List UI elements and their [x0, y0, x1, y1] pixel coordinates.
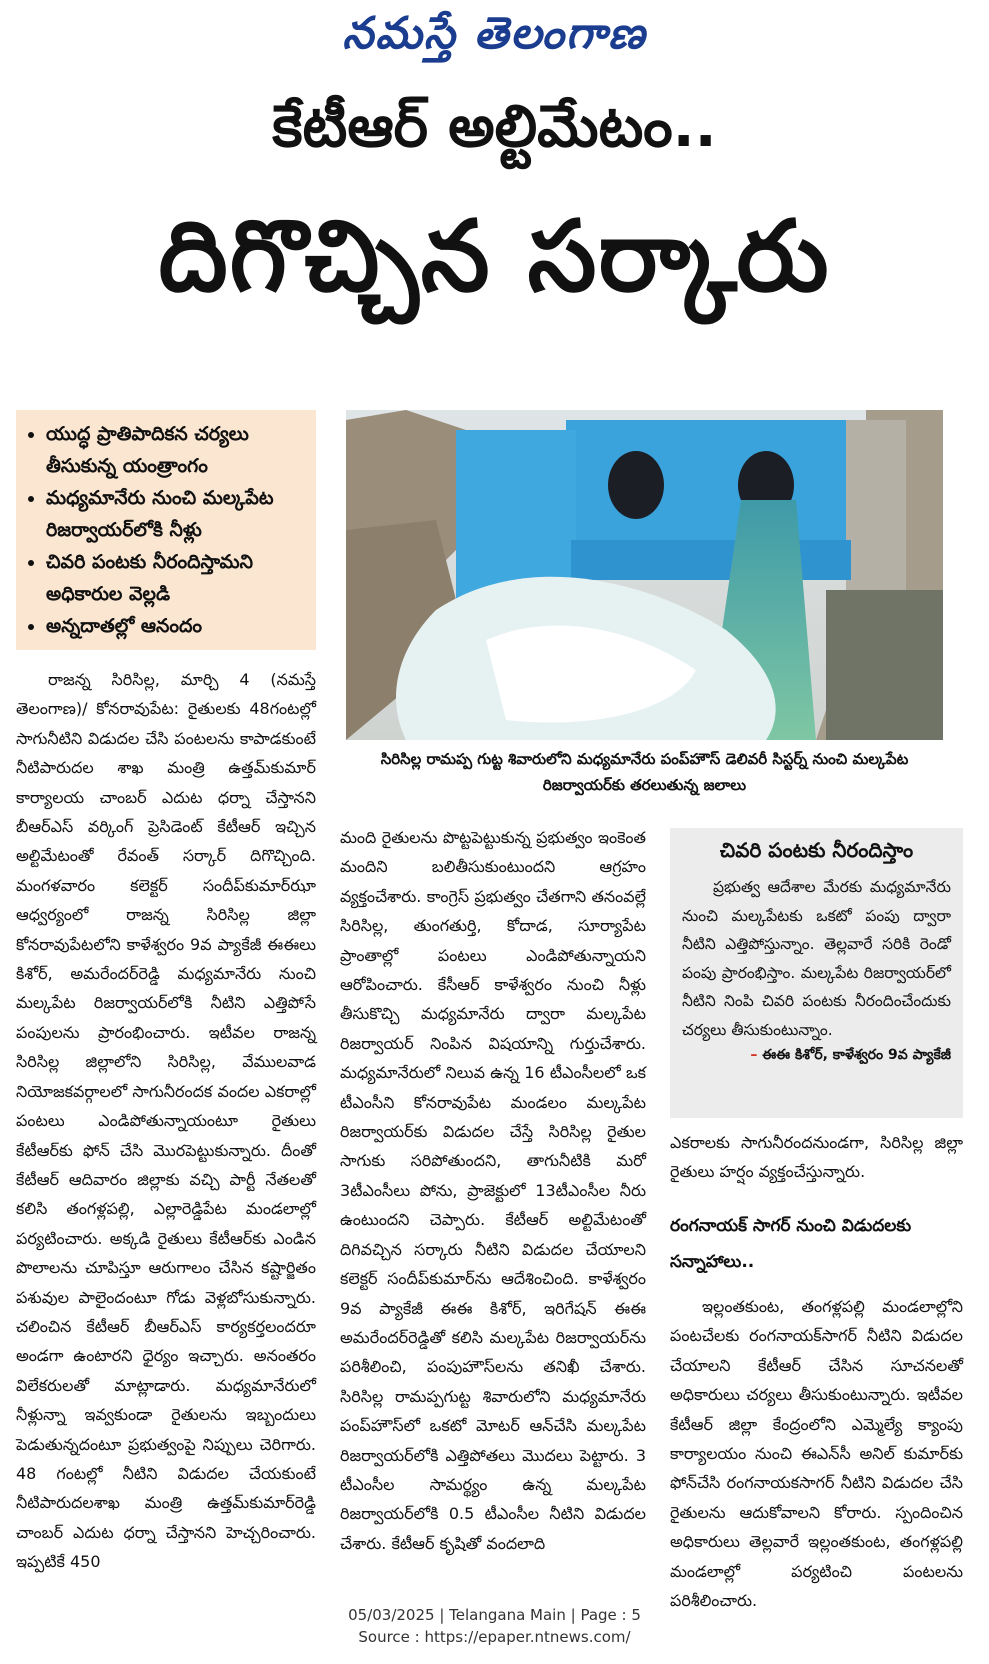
highlight-item: • చివరి పంటకు నీరందిస్తామని అధికారుల వెల్లడి: [46, 546, 304, 610]
highlights-list: [28, 418, 304, 642]
headline-main: దిగొచ్చిన సర్కారు: [158, 200, 831, 314]
article-subhead: రంగనాయక్ సాగర్ నుంచి విడుదలకు సన్నాహాలు..: [670, 1216, 912, 1272]
highlight-item: • మధ్యమానేరు నుంచి మల్కపేట రిజర్వాయర్‌లోకి నీళ్లు: [46, 482, 304, 546]
pumphouse-photo: [346, 410, 943, 740]
article-column-1: రాజన్న సిరిసిల్ల, మార్చి 4 (నమస్తే తెలంగాణ)/ కోనరావుపేట: రైతులకు 48గంటల్లో సాగునీటిని విడుదల చేసి పంటలను కాపాడకుంటే నీటిపారుదల శాఖ మంత్రి ఉత్తమ్‌కుమార్ కార్యాలయ చాంబర్ ఎదుట ధర్నా చేస్తానని బీఆర్‌ఎస్ వర్కింగ్ ప్రెసిడెంట్ కేటీఆర్ ఇచ్చిన అల్టిమేటంతో రేవంత్ సర్కార్ దిగొచ్చింది. మంగళవారం కలెక్టర్ సందీప్‌కుమార్‌ఝా ఆధ్వర్యంలో రాజన్న సిరిసిల్ల జిల్లా కోనరావుపేటలోని కాళేశ్వరం 9వ ప్యాకేజీ ఈఈలు కిశోర్, అమరేందర్‌రెడ్డి మధ్యమానేరు నుంచి మల్కపేట రిజర్వాయర్‌లోకి నీటిని ఎత్తిపోసే పంపులను ప్రారంభించారు. ఇటీవల రాజన్న సిరిసిల్ల జిల్లాలోని సిరిసిల్ల, వేములవాడ నియోజకవర్గాలలో సాగునీరందక వందల ఎకరాల్లో పంటలు ఎండిపోతున్నాయంటూ రైతులు కేటీఆర్‌కు ఫోన్ చేసి మొరపెట్టుకున్నారు. దీంతో కేటీఆర్ ఆదివారం జిల్లాకు వచ్చి పార్టీ నేతలతో కలిసి తంగళ్లపల్లి, ఎల్లారెడ్డిపేట మండలాల్లో పర్యటించారు. అక్కడి రైతులు కేటీఆర్‌కు ఎండిన పొలాలను చూపిస్తూ ఆరుగాలం చేసిన కష్టార్జితం పశువుల పాలైందంటూ గోడు వెళ్లబోసుకున్నారు. చలించిన కేటీఆర్ బీఆర్‌ఎస్ కార్యకర్తలందరూ అండగా ఉంటారని ధైర్యం ఇచ్చారు. అనంతరం విలేకరులతో మాట్లాడారు. మధ్యమానేరులో నీళ్లున్నా ఇవ్వకుండా రైతులను ఇబ్బందులు పెడుతున్నదంటూ ప్రభుత్వంపై నిప్పులు చెరిగారు. 48 గంటల్లో నీటిని విడుదల చేయకుంటే నీటిపారుదలశాఖ మంత్రి ఉత్తమ్‌కుమార్‌రెడ్డి చాంబర్ ఎదుట ధర్నా చేస్తానని హెచ్చరించారు. ఇప్పటికే 450: [16, 670, 316, 1572]
attribution-dash: –: [750, 1046, 758, 1063]
quote-box-title: చివరి పంటకు నీరందిస్తాం: [719, 838, 914, 862]
photo-caption: సిరిసిల్ల రామప్ప గుట్ట శివారులోని మధ్యమానేరు పంప్‌హౌస్ డెలివరీ సిస్టర్న్ నుంచి మల్కపేట రిజర్వాయర్‌కు తరలుతున్న జలాలు: [380, 750, 909, 794]
quote-box: [670, 828, 963, 1118]
article-column-2: మంది రైతులను పొట్టపెట్టుకున్న ప్రభుత్వం ఇంకెంత మందిని బలితీసుకుంటుందని ఆగ్రహం వ్యక్తంచేశారు. కాంగ్రెస్ ప్రభుత్వం చేతగాని తనంవల్లే సిరిసిల్ల, తుంగతుర్తి, కోదాడ, సూర్యాపేట ప్రాంతాల్లో పంటలు ఎండిపోతున్నాయని ఆరోపించారు. కేసీఆర్ కాళేశ్వరం నుంచి నీళ్లు తీసుకొచ్చి మధ్యమానేరు ద్వారా మల్కపేట రిజర్వాయర్ నింపిన విషయాన్ని గుర్తుచేశారు. మధ్యమానేరులో నిలువ ఉన్న 16 టీఎంసీలలో ఒక టీఎంసీని కోనరావుపేట మండలం మల్కపేట రిజర్వాయర్‌కు విడుదల చేస్తే సిరిసిల్ల రైతుల సాగుకు సరిపోతుందని, తాగునీటికి మరో 3టీఎంసీలు పోను, ప్రాజెక్టులో 13టీఎంసీల నీరు ఉంటుందని చెప్పారు. కేటీఆర్ అల్టిమేటంతో దిగివచ్చిన సర్కారు నీటిని విడుదల చేయాలని కలెక్టర్ సందీప్‌కుమార్‌ను ఆదేశించింది. కాళేశ్వరం 9వ ప్యాకేజీ ఈఈ కిశోర్, ఇరిగేషన్ ఈఈ అమరేందర్‌రెడ్డితో కలిసి మల్కపేట రిజర్వాయర్‌ను పరిశీలించి, పంపుహౌస్‌లను తనిఖీ చేశారు. సిరిసిల్ల రామప్పగుట్ట శివారులోని మధ్యమానేరు పంప్‌హౌస్‌లో ఒకటో మోటర్ ఆన్‌చేసి మల్కపేట రిజర్వాయర్‌లోకి ఎత్తిపోతలు మొదలు పెట్టారు. 3 టీఎంసీల సామర్థ్యం ఉన్న మల్కపేట రిజర్వాయర్‌లోకి 0.5 టీఎంసీల నీటిని విడుదల చేశారు. కేటీఆర్ కృషితో వందలాది: [340, 828, 646, 1553]
headline-kicker: కేటీఆర్ అల్టిమేటం..: [272, 92, 717, 160]
quote-box-text: ప్రభుత్వ ఆదేశాల మేరకు మధ్యమానేరు నుంచి మల్కపేటకు ఒకటో పంపు ద్వారా నీటిని ఎత్తిపోస్తున్నాం. తెల్లవారే సరికి రెండో పంపు ప్రారంభిస్తాం. మల్కపేట రిజర్వాయర్‌లో నీటిని నింపి చివరి పంటకు నీరందించేందుకు చర్యలు తీసుకుంటున్నాం.: [682, 878, 951, 1039]
footer-date-page: 05/03/2025 | Telangana Main | Page : 5: [348, 1606, 641, 1624]
quote-attribution: [682, 1047, 951, 1066]
highlight-item: • అన్నదాతల్లో ఆనందం: [46, 610, 304, 642]
highlights-box: [16, 410, 316, 650]
highlight-item: • యుద్ధ ప్రాతిపాదికన చర్యలు తీసుకున్న యంత్రాంగం: [46, 418, 304, 482]
news-photo: [346, 410, 943, 740]
article-column-3-bottom: ఇల్లంతకుంట, తంగళ్లపల్లి మండలాల్లోని పంటచేలకు రంగనాయక్‌సాగర్ నీటిని విడుదల చేయాలని కేటీఆర్ చేసిన సూచనలతో అధికారులు చర్యలు తీసుకుంటున్నారు. ఇటీవల కేటీఆర్ జిల్లా కేంద్రంలోని ఎమ్మెల్యే క్యాంపు కార్యాలయం నుంచి ఈఎన్‌సీ అనిల్ కుమార్‌కు ఫోన్‌చేసి రంగనాయకసాగర్ నీటిని విడుదల చేసి రైతులను ఆదుకోవాలని కోరారు. స్పందించిన అధికారులు తెల్లవారే ఇల్లంతకుంట, తంగళ్లపల్లి మండలాల్లో పర్యటించి పంటలను పరిశీలించారు.: [670, 1297, 963, 1611]
article-column-3-top: ఎకరాలకు సాగునీరందనుండగా, సిరిసిల్ల జిల్లా రైతులు హర్షం వ్యక్తంచేస్తున్నారు.: [670, 1133, 963, 1182]
page-footer: [0, 1604, 989, 1648]
masthead: నమస్తే తెలంగాణ: [342, 8, 647, 59]
footer-source: Source : https://epaper.ntnews.com/: [358, 1628, 631, 1646]
attribution-text: ఈఈ కిశోర్, కాళేశ్వరం 9వ ప్యాకేజీ: [762, 1046, 951, 1063]
